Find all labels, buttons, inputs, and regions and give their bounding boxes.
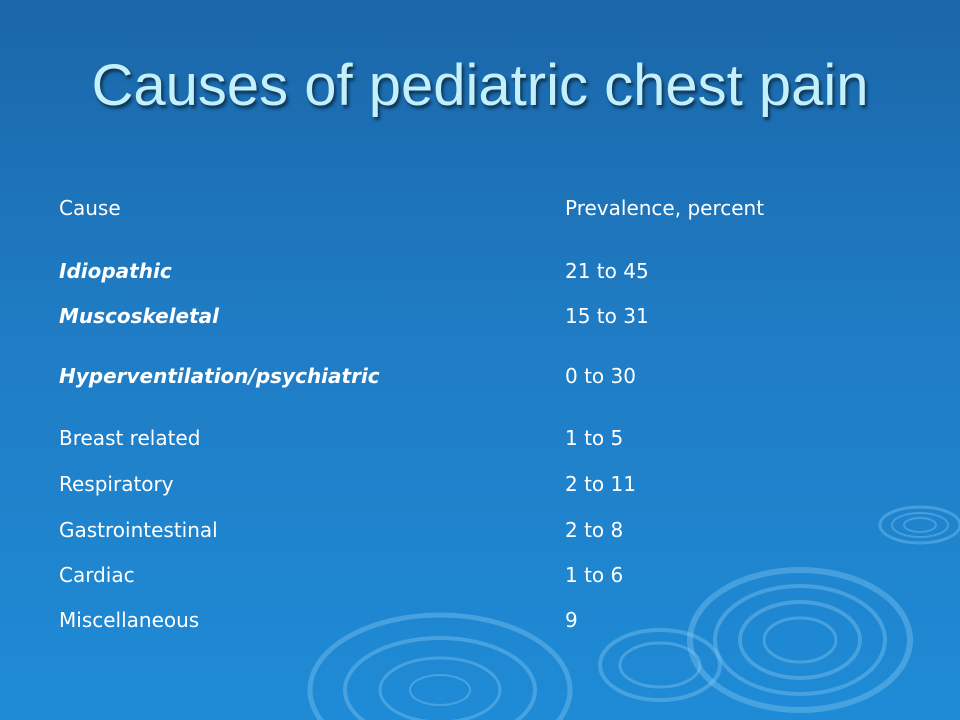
cause-cell: Hyperventilation/psychiatric	[59, 364, 380, 388]
header-cause: Cause	[59, 196, 121, 220]
table-row	[0, 364, 960, 394]
prevalence-cell: 15 to 31	[565, 304, 649, 328]
slide-title: Causes of pediatric chest pain	[91, 53, 869, 118]
cause-cell: Idiopathic	[59, 259, 172, 283]
cause-cell: Breast related	[59, 426, 201, 450]
header-prevalence: Prevalence, percent	[565, 196, 765, 220]
prevalence-cell: 21 to 45	[565, 259, 649, 283]
prevalence-cell: 0 to 30	[565, 364, 636, 388]
table-row	[0, 608, 960, 638]
prevalence-cell: 1 to 6	[565, 563, 624, 587]
prevalence-cell: 2 to 8	[565, 518, 624, 542]
table-row	[0, 563, 960, 593]
prevalence-cell: 1 to 5	[565, 426, 624, 450]
cause-cell: Gastrointestinal	[59, 518, 218, 542]
cause-cell: Miscellaneous	[59, 608, 200, 632]
cause-cell: Muscoskeletal	[59, 304, 220, 328]
table-row	[0, 472, 960, 502]
cause-cell: Cardiac	[59, 563, 135, 587]
table-row	[0, 518, 960, 548]
table-row	[0, 259, 960, 289]
table-row	[0, 304, 960, 334]
table-header-row	[0, 196, 960, 226]
cause-cell: Respiratory	[59, 472, 174, 496]
table-row	[0, 426, 960, 456]
prevalence-cell: 2 to 11	[565, 472, 636, 496]
prevalence-cell: 9	[565, 608, 578, 632]
